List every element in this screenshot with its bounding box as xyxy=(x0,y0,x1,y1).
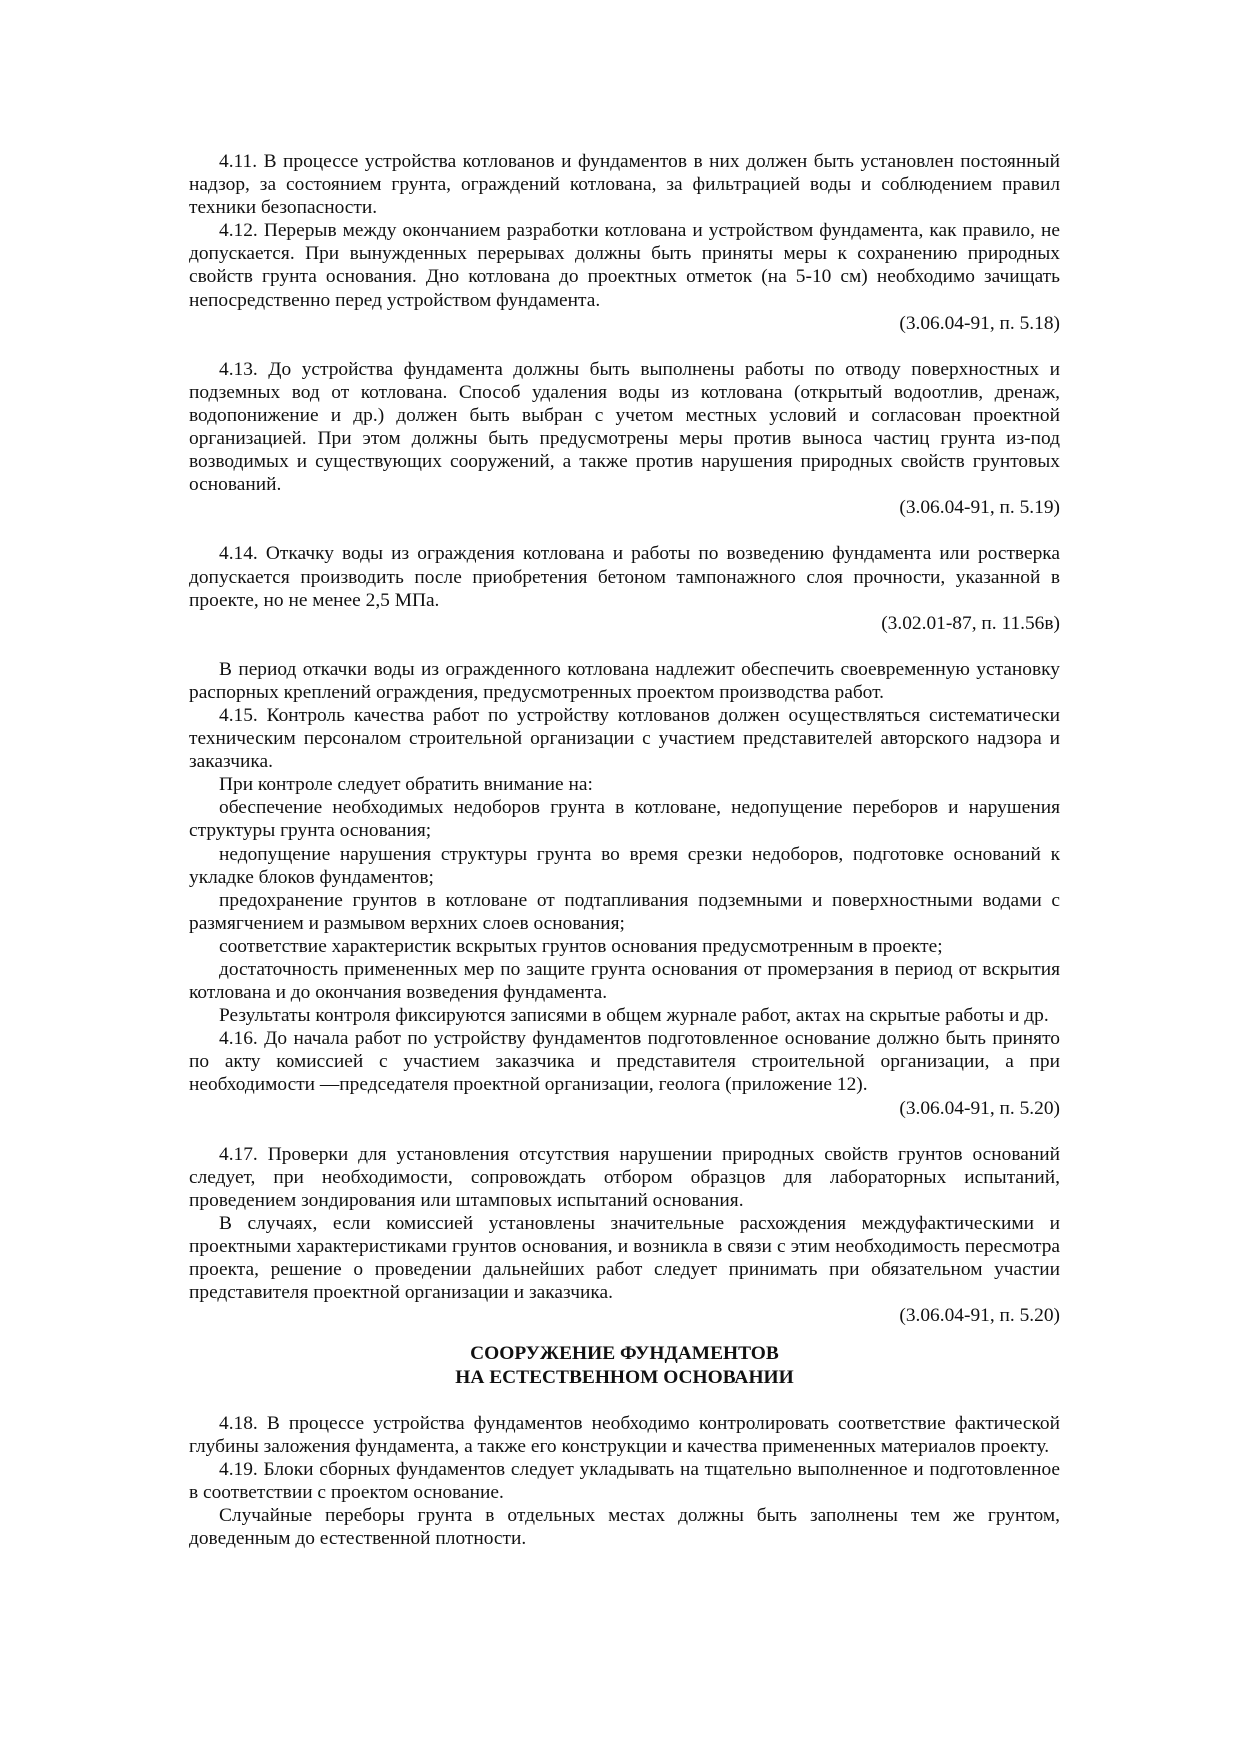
paragraph-control-intro: При контроле следует обратить внимание на: xyxy=(219,774,593,796)
reference-5-20-a: (3.06.04-91, п. 5.20) xyxy=(899,1097,1060,1119)
section-heading xyxy=(189,1342,1060,1388)
spacer xyxy=(189,519,1060,542)
list-item-flooding: предохранение грунтов в котловане от подтапливания подземными и поверхностными водами с размягчением и размывом верхних слоев основания; xyxy=(189,889,1060,934)
spacer xyxy=(189,1389,1060,1412)
paragraph-overdigging: Случайные переборы грунта в отдельных местах должны быть заполнены тем же грунтом, доведенным до естественной плотности. xyxy=(189,1504,1060,1550)
section-heading-line-1: СООРУЖЕНИЕ ФУНДАМЕНТОВ xyxy=(470,1343,779,1365)
paragraph-4-14: 4.14. Откачку воды из ограждения котлована и работы по возведению фундамента или ростверка допускается производить после приобретения бетоном тампонажного слоя прочности, указанной в проекте, но не менее 2,5 МПа. xyxy=(189,543,1060,611)
paragraph-discrepancies: В случаях, если комиссией установлены значительные расхождения междуфактическими и проектными характеристиками грунтов основания, и возникла в связи с этим необходимость пересмотра проекта, решение о проведении дальнейших работ следует принимать при обязательном участии представителя проектной организации и заказчика. xyxy=(189,1212,1060,1304)
paragraph-4-13: 4.13. До устройства фундамента должны быть выполнены работы по отводу поверхностных и подземных вод от котлована. Способ удаления воды из котлована (открытый водоотлив, дренаж, водопонижение и др.) должен быть выбран с учетом местных условий и согласован проектной организацией. При этом должны быть предусмотрены меры против выноса частиц грунта из-под возводимых и существующих сооружений, а также против нарушения природных свойств грунтовых оснований. xyxy=(189,358,1060,496)
list-item-structure: недопущение нарушения структуры грунта во время срезки недоборов, подготовке оснований к укладке блоков фундаментов; xyxy=(189,843,1060,888)
section-heading-line-2: НА ЕСТЕСТВЕННОМ ОСНОВАНИИ xyxy=(455,1366,794,1388)
paragraph-4-12: 4.12. Перерыв между окончанием разработки котлована и устройством фундамента, как правило, не допускается. При вынужденных перерывах должны быть приняты меры к сохранению природных свойств грунта основания. Дно котлована до проектных отметок (на 5-10 см) необходимо зачищать непосредственно перед устройством фундамента. xyxy=(189,220,1060,311)
list-item-underdigging: обеспечение необходимых недоборов грунта в котловане, недопущение переборов и нарушения структуры грунта основания; xyxy=(189,797,1060,842)
paragraph-pumping: В период откачки воды из огражденного котлована надлежит обеспечить своевременную установку распорных креплений ограждения, предусмотренных проектом производства работ. xyxy=(189,658,1060,703)
spacer xyxy=(189,1120,1060,1143)
document-page xyxy=(189,150,1060,1550)
paragraph-control-results: Результаты контроля фиксируются записями в общем журнале работ, актах на скрытые работы и др. xyxy=(219,1005,1049,1027)
paragraph-4-17: 4.17. Проверки для установления отсутствия нарушении природных свойств грунтов оснований следует, при необходимости, сопровождать отбором образцов для лабораторных испытаний, проведением зондирования или штамповых испытаний основания. xyxy=(189,1143,1060,1211)
list-item-frost: достаточность примененных мер по защите грунта основания от промерзания в период от вскрытия котлована и до окончания возведения фундамента. xyxy=(189,959,1060,1004)
reference-5-20-b: (3.06.04-91, п. 5.20) xyxy=(899,1305,1060,1327)
spacer xyxy=(189,635,1060,658)
paragraph-4-15: 4.15. Контроль качества работ по устройству котлованов должен осуществляться систематически техническим персоналом строительной организации с участием представителей авторского надзора и заказчика. xyxy=(189,704,1060,773)
paragraph-4-18: 4.18. В процессе устройства фундаментов необходимо контролировать соответствие фактической глубины заложения фундамента, а также его конструкции и качества примененных материалов проекту. xyxy=(189,1412,1060,1457)
spacer xyxy=(189,1327,1060,1342)
paragraph-4-11: 4.11. В процессе устройства котлованов и фундаментов в них должен быть установлен постоянный надзор, за состоянием грунта, ограждений котлована, за фильтрацией воды и соблюдением правил техники безопасности. xyxy=(189,151,1060,219)
spacer xyxy=(189,335,1060,358)
list-item-soil-match: соответствие характеристик вскрытых грунтов основания предусмотренным в проекте; xyxy=(219,935,943,957)
paragraph-4-16: 4.16. До начала работ по устройству фундаментов подготовленное основание должно быть принято по акту комиссией с участием заказчика и представителя строительной организации, а при необходимости —председателя проектной организации, геолога (приложение 12). xyxy=(189,1028,1060,1096)
reference-5-18: (3.06.04-91, п. 5.18) xyxy=(899,312,1060,334)
paragraph-4-19: 4.19. Блоки сборных фундаментов следует укладывать на тщательно выполненное и подготовленное в соответствии с проектом основание. xyxy=(189,1458,1060,1503)
reference-11-56v: (3.02.01-87, п. 11.56в) xyxy=(881,612,1060,634)
reference-5-19: (3.06.04-91, п. 5.19) xyxy=(899,497,1060,519)
